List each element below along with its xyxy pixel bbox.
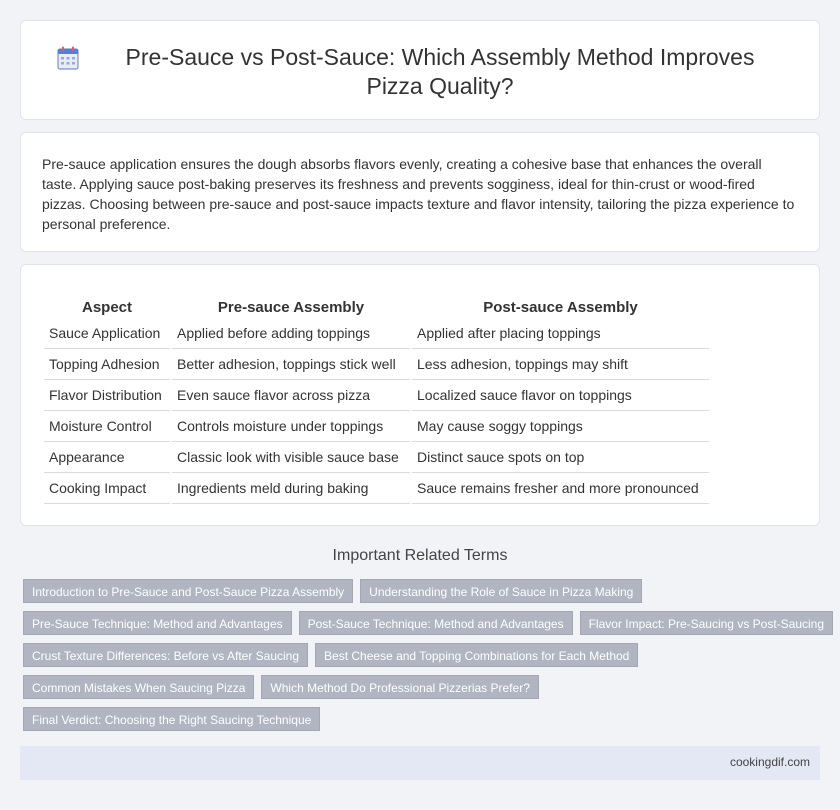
header-card xyxy=(20,20,820,120)
page-title: Pre-Sauce vs Post-Sauce: Which Assembly Method Improves Pizza Quality? xyxy=(125,44,755,99)
table-cell: Localized sauce flavor on toppings xyxy=(412,380,709,411)
related-term-link[interactable]: Crust Texture Differences: Before vs After Saucing xyxy=(23,643,308,667)
intro-card xyxy=(20,132,820,252)
comparison-card xyxy=(20,264,820,526)
tag-row xyxy=(23,675,823,699)
table-cell: Applied before adding toppings xyxy=(172,318,410,349)
table-cell: Even sauce flavor across pizza xyxy=(172,380,410,411)
table-cell: Applied after placing toppings xyxy=(412,318,709,349)
table-cell: May cause soggy toppings xyxy=(412,411,709,442)
table-cell: Better adhesion, toppings stick well xyxy=(172,349,410,380)
related-term-link[interactable]: Post-Sauce Technique: Method and Advantages xyxy=(299,611,573,635)
table-cell: Cooking Impact xyxy=(44,473,170,504)
table-cell: Moisture Control xyxy=(44,411,170,442)
related-term-link[interactable]: Best Cheese and Topping Combinations for Each Method xyxy=(315,643,638,667)
table-cell: Topping Adhesion xyxy=(44,349,170,380)
table-row xyxy=(44,473,709,504)
table-cell: Distinct sauce spots on top xyxy=(412,442,709,473)
column-header-aspect: Aspect xyxy=(81,299,133,316)
table-row xyxy=(44,349,709,380)
table-row xyxy=(44,411,709,442)
related-terms-list xyxy=(23,579,823,739)
comparison-table xyxy=(42,297,711,504)
tag-row xyxy=(23,643,823,667)
related-term-link[interactable]: Common Mistakes When Saucing Pizza xyxy=(23,675,254,699)
tag-row xyxy=(23,579,823,603)
tag-row xyxy=(23,611,823,635)
title-row xyxy=(61,43,779,101)
table-cell: Sauce remains fresher and more pronounced xyxy=(412,473,709,504)
intro-paragraph: Pre-sauce application ensures the dough absorbs flavors evenly, creating a cohesive base that enhances the overall taste. Applying sauce post-baking preserves its freshness and prevents sogginess, ideal for thin-crust or wood-fired pizzas. Choosing between pre-sauce and post-sauce impacts texture and flavor intensity, tailoring the pizza experience to personal preference. xyxy=(42,156,795,232)
table-row xyxy=(44,380,709,411)
table-header-row xyxy=(44,297,709,318)
table-row xyxy=(44,442,709,473)
related-term-link[interactable]: Pre-Sauce Technique: Method and Advantages xyxy=(23,611,292,635)
table-cell: Classic look with visible sauce base xyxy=(172,442,410,473)
related-term-link[interactable]: Flavor Impact: Pre-Saucing vs Post-Saucing xyxy=(580,611,833,635)
table-cell: Sauce Application xyxy=(44,318,170,349)
related-term-link[interactable]: Final Verdict: Choosing the Right Saucing Technique xyxy=(23,707,320,731)
related-term-link[interactable]: Which Method Do Professional Pizzerias Prefer? xyxy=(261,675,538,699)
related-term-link[interactable]: Understanding the Role of Sauce in Pizza Making xyxy=(360,579,642,603)
column-header-pre-sauce: Pre-sauce Assembly xyxy=(217,299,365,316)
footer xyxy=(20,746,820,780)
table-cell: Flavor Distribution xyxy=(44,380,170,411)
related-terms-heading: Important Related Terms xyxy=(332,547,508,564)
table-cell: Controls moisture under toppings xyxy=(172,411,410,442)
column-header-post-sauce: Post-sauce Assembly xyxy=(483,299,638,316)
table-row xyxy=(44,318,709,349)
table-cell: Less adhesion, toppings may shift xyxy=(412,349,709,380)
related-term-link[interactable]: Introduction to Pre-Sauce and Post-Sauce Pizza Assembly xyxy=(23,579,353,603)
site-name[interactable]: cookingdif.com xyxy=(729,755,810,769)
table-cell: Ingredients meld during baking xyxy=(172,473,410,504)
tag-row xyxy=(23,707,823,731)
table-cell: Appearance xyxy=(44,442,170,473)
